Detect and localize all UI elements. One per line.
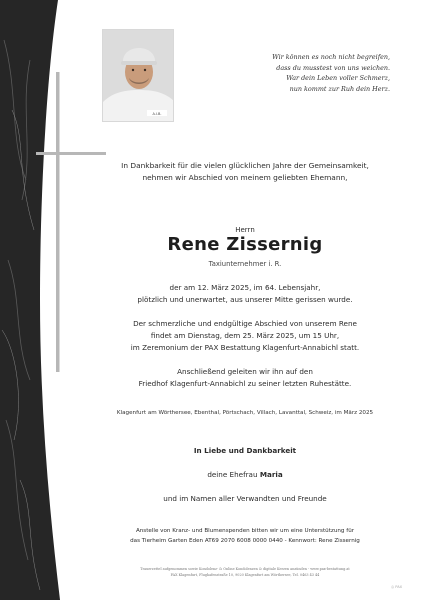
places-date: Klagenfurt am Wörthersee, Ebenthal, Pörtschach, Villach, Lavanttal, Schweiz, im März 2025 xyxy=(116,410,374,416)
burial-info xyxy=(75,366,415,390)
deceased-name: Rene Zissernig xyxy=(167,234,323,255)
wife-name: Maria xyxy=(259,470,283,479)
family-line: und im Namen aller Verwandten und Freunde xyxy=(163,494,327,503)
ceremony-line: Der schmerzliche und endgültige Abschied von unserem Rene xyxy=(133,319,357,328)
death-line: plötzlich und unerwartet, aus unserer Mitte gerissen wurde. xyxy=(137,295,353,305)
honorific: Herrn xyxy=(235,226,255,234)
donation-line: das Tierheim Garten Eden AT69 2070 6008 0000 0440 - Kennwort: Rene Zissernig xyxy=(130,537,360,544)
ceremony-line: findet am Dienstag, dem 25. März 2025, um 15 Uhr, xyxy=(150,331,340,341)
ceremony-info xyxy=(75,318,415,355)
poem-line: nun kommt zur Ruh dein Herz. xyxy=(289,84,390,93)
footer-line: Trauerzettel aufgenommen sowie Kondolenz- & Online Kondolenzen & digitale Kerzen anzünden - www.pax-bestattung.at xyxy=(140,567,350,571)
pax-logo: ◎ PAX xyxy=(391,585,403,589)
burial-line: Friedhof Klagenfurt-Annabichl zu seiner letzten Ruhestätte. xyxy=(138,379,352,389)
marble-border xyxy=(0,0,60,600)
death-notice xyxy=(75,282,415,306)
wife-prefix: deine Ehefrau xyxy=(207,470,260,479)
occupation: Taxiunternehmer i. R. xyxy=(208,260,282,268)
donation-line: Anstelle von Kranz- und Blumenspenden bitten wir um eine Unterstützung für xyxy=(135,528,355,534)
intro-line: nehmen wir Abschied von meinem geliebten Ehemann, xyxy=(142,173,348,183)
death-line: der am 12. März 2025, im 64. Lebensjahr, xyxy=(169,283,321,292)
intro-line: In Dankbarkeit für die vielen glücklichen Jahre der Gemeinsamkeit, xyxy=(121,161,369,170)
funeral-home-footer xyxy=(75,567,415,578)
donation-note xyxy=(75,527,415,547)
footer-line: PAX Klagenfurt, Flughafenstraße 10, 9020 Klagenfurt am Wörthersee, Tel. 0463 43 44 xyxy=(170,572,320,577)
poem-line: War dein Leben voller Schmerz, xyxy=(286,74,390,83)
burial-line: Anschließend geleiten wir ihn auf den xyxy=(177,367,313,376)
intro-text xyxy=(75,160,415,185)
wife-line xyxy=(75,470,415,479)
ceremony-line: im Zeremonium der PAX Bestattung Klagenfurt-Annabichl statt. xyxy=(130,343,360,353)
photo-caption: A.I.B. xyxy=(152,112,162,116)
portrait-photo xyxy=(102,29,174,122)
poem-line: dass du musstest von uns weichen. xyxy=(276,63,390,72)
love-line: In Liebe und Dankbarkeit xyxy=(193,446,297,455)
poem xyxy=(220,52,390,94)
poem-line: Wir können es noch nicht begreifen, xyxy=(272,53,390,61)
